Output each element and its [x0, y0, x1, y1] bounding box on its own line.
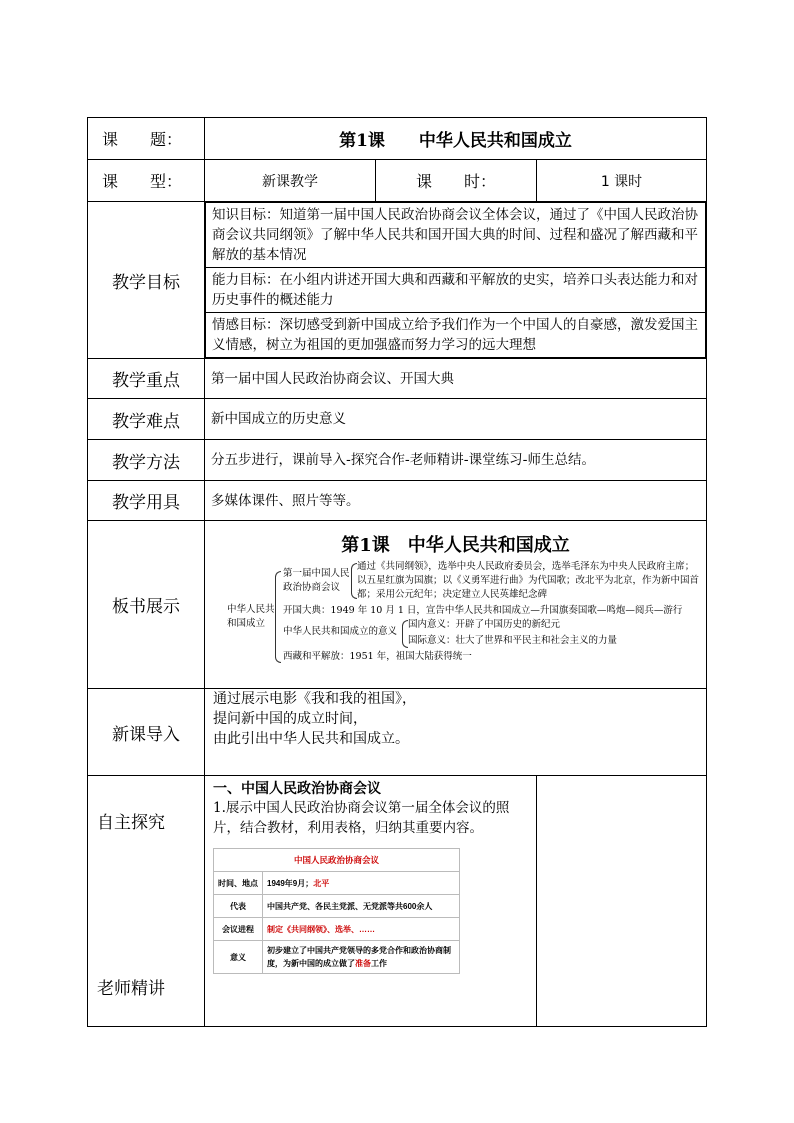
row-key: 时间、地点: [214, 872, 263, 895]
type-label: 课 型：: [88, 160, 205, 202]
board-cppcc-detail1: 通过《共同纲领》，选举中央人民政府委员会，选举毛泽东为中央人民政府主席；: [357, 561, 695, 572]
intro-line2: 提问新中国的成立时间，: [213, 711, 367, 727]
objectives-label: 教学目标: [88, 202, 205, 359]
intro-line1: 通过展示电影《我和我的祖国》，: [213, 691, 416, 707]
row-key: 会议进程: [214, 918, 263, 941]
section-heading: 一、中国人民政治协商会议: [213, 781, 381, 797]
row-value-red: 北平: [313, 878, 330, 888]
methods-value: 分五步进行，课前导入-探究合作-老师精讲-课堂练习-师生总结。: [205, 440, 707, 481]
row-value: 初步建立了中国共产党领导的多党合作和政治协商制度，为新中国的成立做了: [267, 946, 451, 968]
row-value: 中国共产党、各民主党派、无党派等共600余人: [263, 895, 460, 918]
emotion-objective: 情感目标：深切感受到新中国成立给予我们作为一个中国人的自豪感，激发爱国主义情感，树立为祖国的更加强盛而努力学习的远大理想: [206, 313, 706, 358]
board-root-line2: 和国成立: [227, 618, 266, 629]
lecture-label: 老师精讲: [97, 979, 165, 999]
hours-value: 1 课时: [537, 160, 707, 202]
row-value-red: 制定《共同纲领》、选举、……: [263, 918, 460, 941]
board-significance: 中华人民共和国成立的意义: [283, 626, 398, 637]
board-ceremony: 开国大典：1949 年 10 月 1 日，宣告中华人民共和国成立—升国旗奏国歌—鸣炮—阅兵—游行: [283, 605, 683, 616]
board-cppcc-detail3: 都；采用公元纪年；决定建立人民英雄纪念碑: [357, 589, 548, 600]
topic-value: 第1课 中华人民共和国成立: [205, 118, 707, 160]
board-sig-domestic: 国内意义：开辟了中国历史的新纪元: [408, 619, 561, 630]
knowledge-objective: 知识目标：知道第一届中国人民政治协商会议全体会议，通过了《中国人民政治协商会议共同纲领》了解中华人民共和国开国大典的时间、过程和盛况了解西藏和平解放的基本情况: [206, 203, 706, 268]
lesson-plan-page: [87, 117, 706, 1025]
section-body: 1.展示中国人民政治协商会议第一届全体会议的照片，结合教材，利用表格，归纳其重要内容。: [213, 800, 510, 836]
key-points-label: 教学重点: [88, 359, 205, 399]
hours-label: 课 时：: [376, 160, 537, 202]
methods-label: 教学方法: [88, 440, 205, 481]
row-value: 1949年9月；: [267, 878, 314, 888]
intro-line3: 由此引出中华人民共和国成立。: [213, 731, 409, 747]
board-root-line1: 中华人民共: [227, 604, 275, 615]
board-cppcc-line1: 第一届中国人民: [283, 568, 350, 579]
row-value-tail: 工作: [371, 959, 387, 968]
ability-objective: 能力目标：在小组内讲述开国大典和西藏和平解放的史实，培养口头表达能力和对历史事件的概述能力: [206, 268, 706, 313]
row-key: 代表: [214, 895, 263, 918]
board-tibet: 西藏和平解放：1951 年，祖国大陆获得统一: [283, 651, 472, 662]
board-title: 第1课 中华人民共和国成立: [341, 535, 570, 556]
table-row: [214, 918, 460, 941]
difficulties-value: 新中国成立的历史意义: [205, 399, 707, 440]
objectives-list: [205, 202, 706, 358]
explore-label: 自主探究: [97, 813, 165, 833]
intro-label: 新课导入: [88, 689, 205, 776]
table-row: [214, 895, 460, 918]
difficulties-label: 教学难点: [88, 399, 205, 440]
cppcc-summary-table: [213, 848, 460, 974]
tools-value: 多媒体课件、照片等等。: [205, 481, 707, 521]
lesson-plan-table: [87, 117, 707, 1027]
table-row: [214, 872, 460, 895]
topic-label: 课 题：: [88, 118, 205, 160]
summary-table-title: 中国人民政治协商会议: [214, 849, 460, 872]
board-sig-international: 国际意义：壮大了世界和平民主和社会主义的力量: [408, 635, 618, 646]
table-row: [214, 941, 460, 974]
tools-label: 教学用具: [88, 481, 205, 521]
board-root-brace: [275, 571, 281, 663]
board-cppcc-detail2: 以五星红旗为国旗；以《义勇军进行曲》为代国歌；改北平为北京，作为新中国首: [357, 575, 700, 586]
row-key: 意义: [214, 941, 263, 974]
notes-cell: [537, 776, 707, 1027]
board-label: 板书展示: [88, 521, 205, 689]
row-value-red: 准备: [355, 959, 371, 968]
board-outline: [205, 557, 706, 667]
key-points-value: 第一届中国人民政治协商会议、开国大典: [205, 359, 707, 399]
type-value: 新课教学: [205, 160, 376, 202]
board-cppcc-line2: 政治协商会议: [283, 582, 341, 593]
explore-label-cell: [88, 776, 205, 1027]
